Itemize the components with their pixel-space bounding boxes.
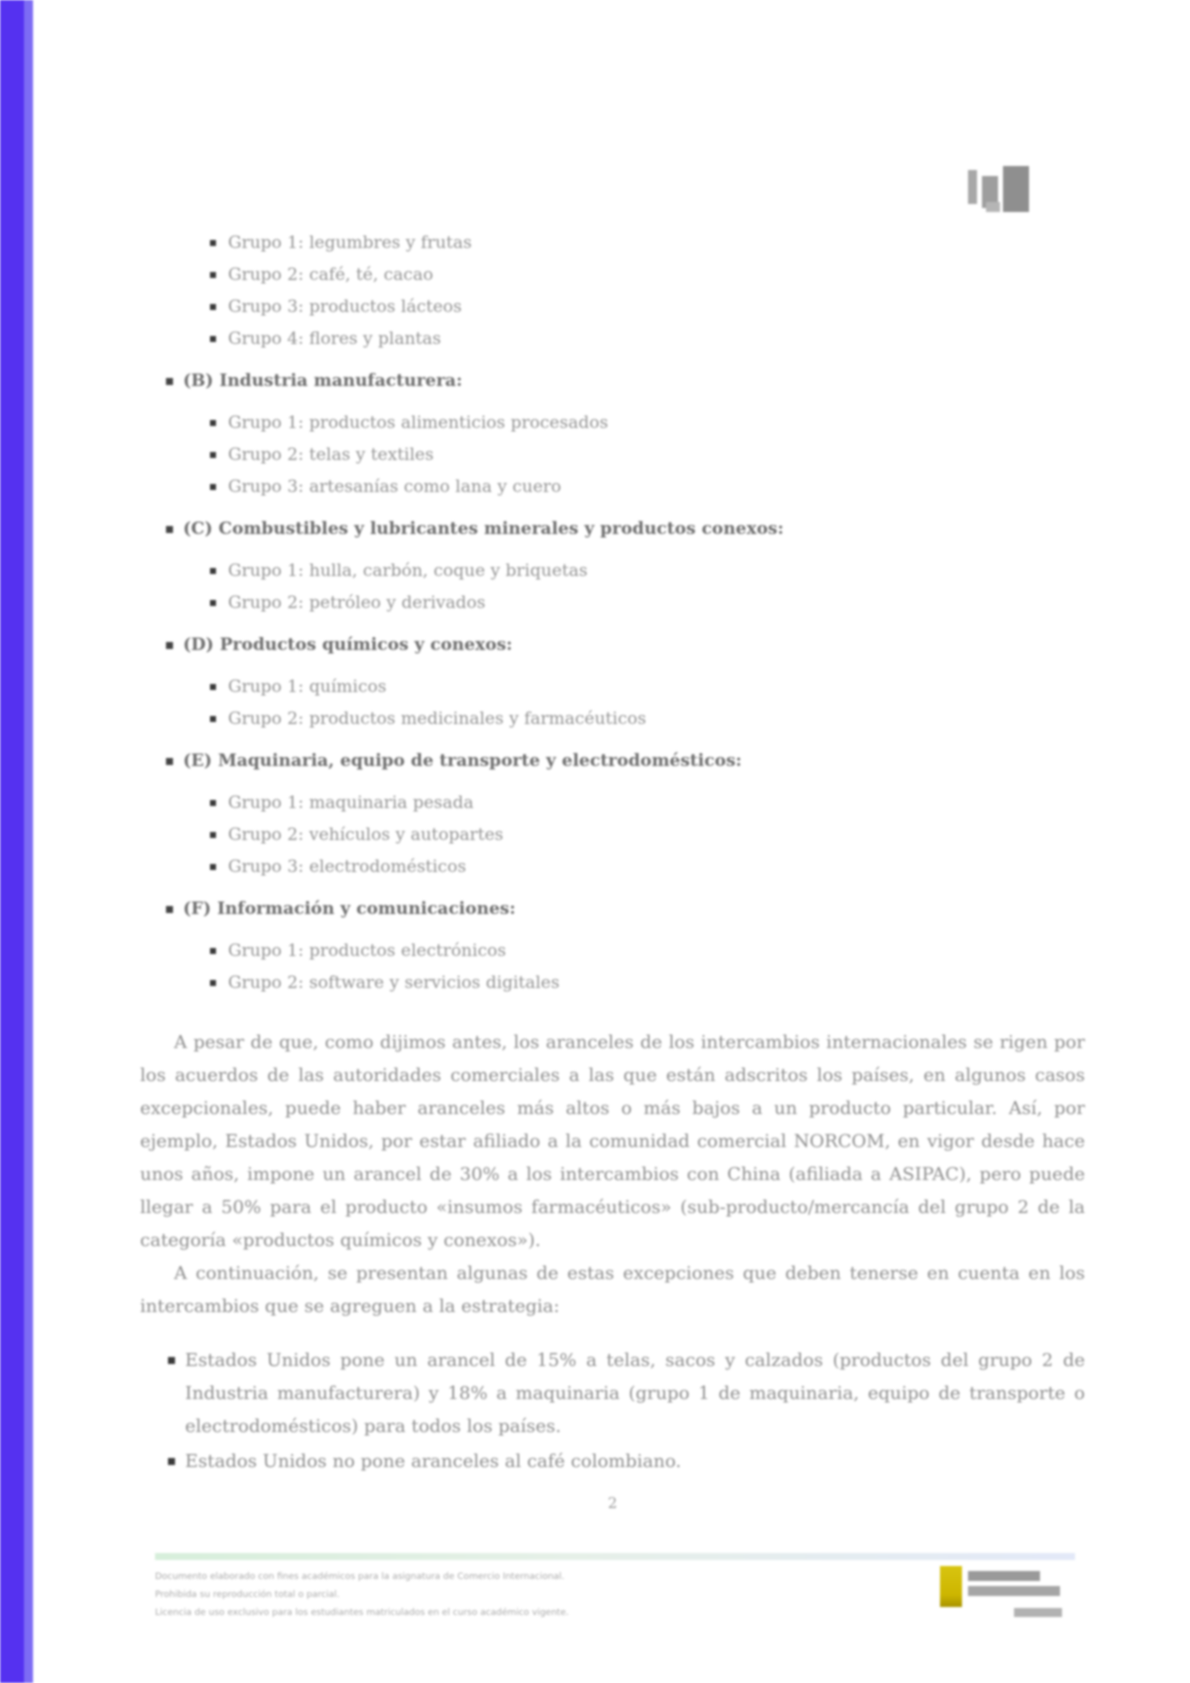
- category-title: (E) Maquinaria, equipo de transporte y electrodomésticos:: [183, 751, 742, 771]
- category-item-f: [140, 893, 1085, 925]
- bullet-icon: [210, 452, 216, 458]
- watermark-glyph: [968, 170, 977, 204]
- bullet-icon: [210, 948, 216, 954]
- category-title: (B) Industria manufacturera:: [183, 371, 463, 391]
- logo-text-line: [968, 1586, 1060, 1596]
- list-item: [140, 967, 1085, 999]
- body-paragraph-2: A continuación, se presentan algunas de estas excepciones que deben tenerse en cuenta en los intercambios que se agreguen a la estrategia:: [140, 1263, 1085, 1317]
- list-item-label: Grupo 1: químicos: [228, 677, 387, 697]
- list-item-label: Grupo 3: electrodomésticos: [228, 857, 467, 877]
- bullet-icon: [210, 600, 216, 606]
- bullet-icon: [166, 526, 173, 533]
- group-list-intro: [140, 227, 1085, 355]
- page-number: 2: [607, 1494, 618, 1512]
- group-list-b: [140, 407, 1085, 503]
- bullet-icon: [168, 1458, 175, 1465]
- list-item-label: Grupo 1: legumbres y frutas: [228, 233, 472, 253]
- list-item-label: Grupo 3: artesanías como lana y cuero: [228, 477, 562, 497]
- category-title: (F) Información y comunicaciones:: [183, 899, 516, 919]
- logo-yellow-bar: [940, 1566, 962, 1607]
- bullet-icon: [166, 642, 173, 649]
- list-item: [140, 787, 1085, 819]
- bullet-icon: [210, 240, 216, 246]
- footnote-line: Documento elaborado con fines académicos para la asignatura de Comercio Internacional.: [155, 1572, 565, 1582]
- category-item-c: [140, 513, 1085, 545]
- list-item: [140, 703, 1085, 735]
- category-item-e: [140, 745, 1085, 777]
- institution-logo-icon: [940, 1566, 1075, 1624]
- exception-text: Estados Unidos pone un arancel de 15% a telas, sacos y calzados (productos del grupo 2 de Industria manufacturera) y 18% a maquinaria (grupo 1 de maquinaria, equipo de transporte o electrodomésticos) para todos los países.: [185, 1350, 1085, 1437]
- watermark-glyph: [986, 202, 1000, 212]
- left-accent-bar: [0, 0, 24, 1683]
- list-item: [140, 323, 1085, 355]
- group-list-e: [140, 787, 1085, 883]
- list-item-label: Grupo 1: productos electrónicos: [228, 941, 507, 961]
- list-item: [140, 587, 1085, 619]
- list-item: [140, 555, 1085, 587]
- bullet-icon: [210, 336, 216, 342]
- bullet-icon: [166, 378, 173, 385]
- list-item-label: Grupo 2: vehículos y autopartes: [228, 825, 504, 845]
- list-item-label: Grupo 1: productos alimenticios procesados: [228, 413, 609, 433]
- list-item: [140, 407, 1085, 439]
- footer-divider: [155, 1553, 1075, 1560]
- list-item-label: Grupo 2: productos medicinales y farmacéuticos: [228, 709, 647, 729]
- list-item: [140, 819, 1085, 851]
- list-item: [140, 227, 1085, 259]
- footnote-line: Licencia de uso exclusivo para los estudiantes matriculados en el curso académico vigente.: [155, 1608, 569, 1618]
- bullet-icon: [168, 1357, 175, 1364]
- category-title: (C) Combustibles y lubricantes minerales y productos conexos:: [183, 519, 784, 539]
- list-item-label: Grupo 3: productos lácteos: [228, 297, 462, 317]
- footer-notes: [155, 1568, 715, 1622]
- category-item-b: [140, 365, 1085, 397]
- list-item: [140, 259, 1085, 291]
- bullet-icon: [210, 800, 216, 806]
- corner-watermark-icon: [962, 166, 1032, 222]
- logo-caption: [1014, 1608, 1062, 1617]
- list-item: [140, 439, 1085, 471]
- list-item-label: Grupo 4: flores y plantas: [228, 329, 442, 349]
- category-title: (D) Productos químicos y conexos:: [183, 635, 513, 655]
- exception-text: Estados Unidos no pone aranceles al café colombiano.: [185, 1451, 682, 1472]
- bullet-icon: [210, 716, 216, 722]
- group-list-c: [140, 555, 1085, 619]
- watermark-glyph: [1003, 166, 1029, 212]
- list-item-label: Grupo 2: telas y textiles: [228, 445, 434, 465]
- bullet-icon: [210, 484, 216, 490]
- bullet-icon: [210, 568, 216, 574]
- list-item-label: Grupo 2: software y servicios digitales: [228, 973, 560, 993]
- list-item: [140, 291, 1085, 323]
- category-item-d: [140, 629, 1085, 661]
- list-item-label: Grupo 1: hulla, carbón, coque y briquetas: [228, 561, 588, 581]
- group-list-d: [140, 671, 1085, 735]
- page-content: [140, 227, 1085, 1512]
- list-item: [140, 935, 1085, 967]
- exceptions-list: [140, 1344, 1085, 1478]
- left-accent-bar-light: [24, 0, 33, 1683]
- bullet-icon: [166, 758, 173, 765]
- bullet-icon: [166, 906, 173, 913]
- bullet-icon: [210, 272, 216, 278]
- logo-text-line: [968, 1571, 1040, 1581]
- list-item-label: Grupo 2: petróleo y derivados: [228, 593, 486, 613]
- bullet-icon: [210, 420, 216, 426]
- bullet-icon: [210, 684, 216, 690]
- list-item: [140, 851, 1085, 883]
- bullet-icon: [210, 864, 216, 870]
- bullet-icon: [210, 304, 216, 310]
- footnote-line: Prohibida su reproducción total o parcial.: [155, 1590, 340, 1600]
- bullet-icon: [210, 832, 216, 838]
- exception-item: [140, 1344, 1085, 1443]
- list-item-label: Grupo 2: café, té, cacao: [228, 265, 434, 285]
- bullet-icon: [210, 980, 216, 986]
- exception-item: [140, 1445, 1085, 1478]
- list-item: [140, 471, 1085, 503]
- list-item: [140, 671, 1085, 703]
- group-list-f: [140, 935, 1085, 999]
- list-item-label: Grupo 1: maquinaria pesada: [228, 793, 474, 813]
- body-paragraph-1: A pesar de que, como dijimos antes, los aranceles de los intercambios internacionales se rigen por los acuerdos de las autoridades comerciales a las que están adscritos los países, en algunos casos excepcionales, puede haber aranceles más altos o más bajos a un producto particular. Así, por ejemplo, Estados Unidos, por estar afiliado a la comunidad comercial NORCOM, en vigor desde hace unos años, impone un arancel de 30% a los intercambios con China (afiliada a ASIPAC), pero puede llegar a 50% para el producto «insumos farmacéuticos» (sub-producto/mercancía del grupo 2 de la categoría «productos químicos y conexos»).: [140, 1032, 1085, 1251]
